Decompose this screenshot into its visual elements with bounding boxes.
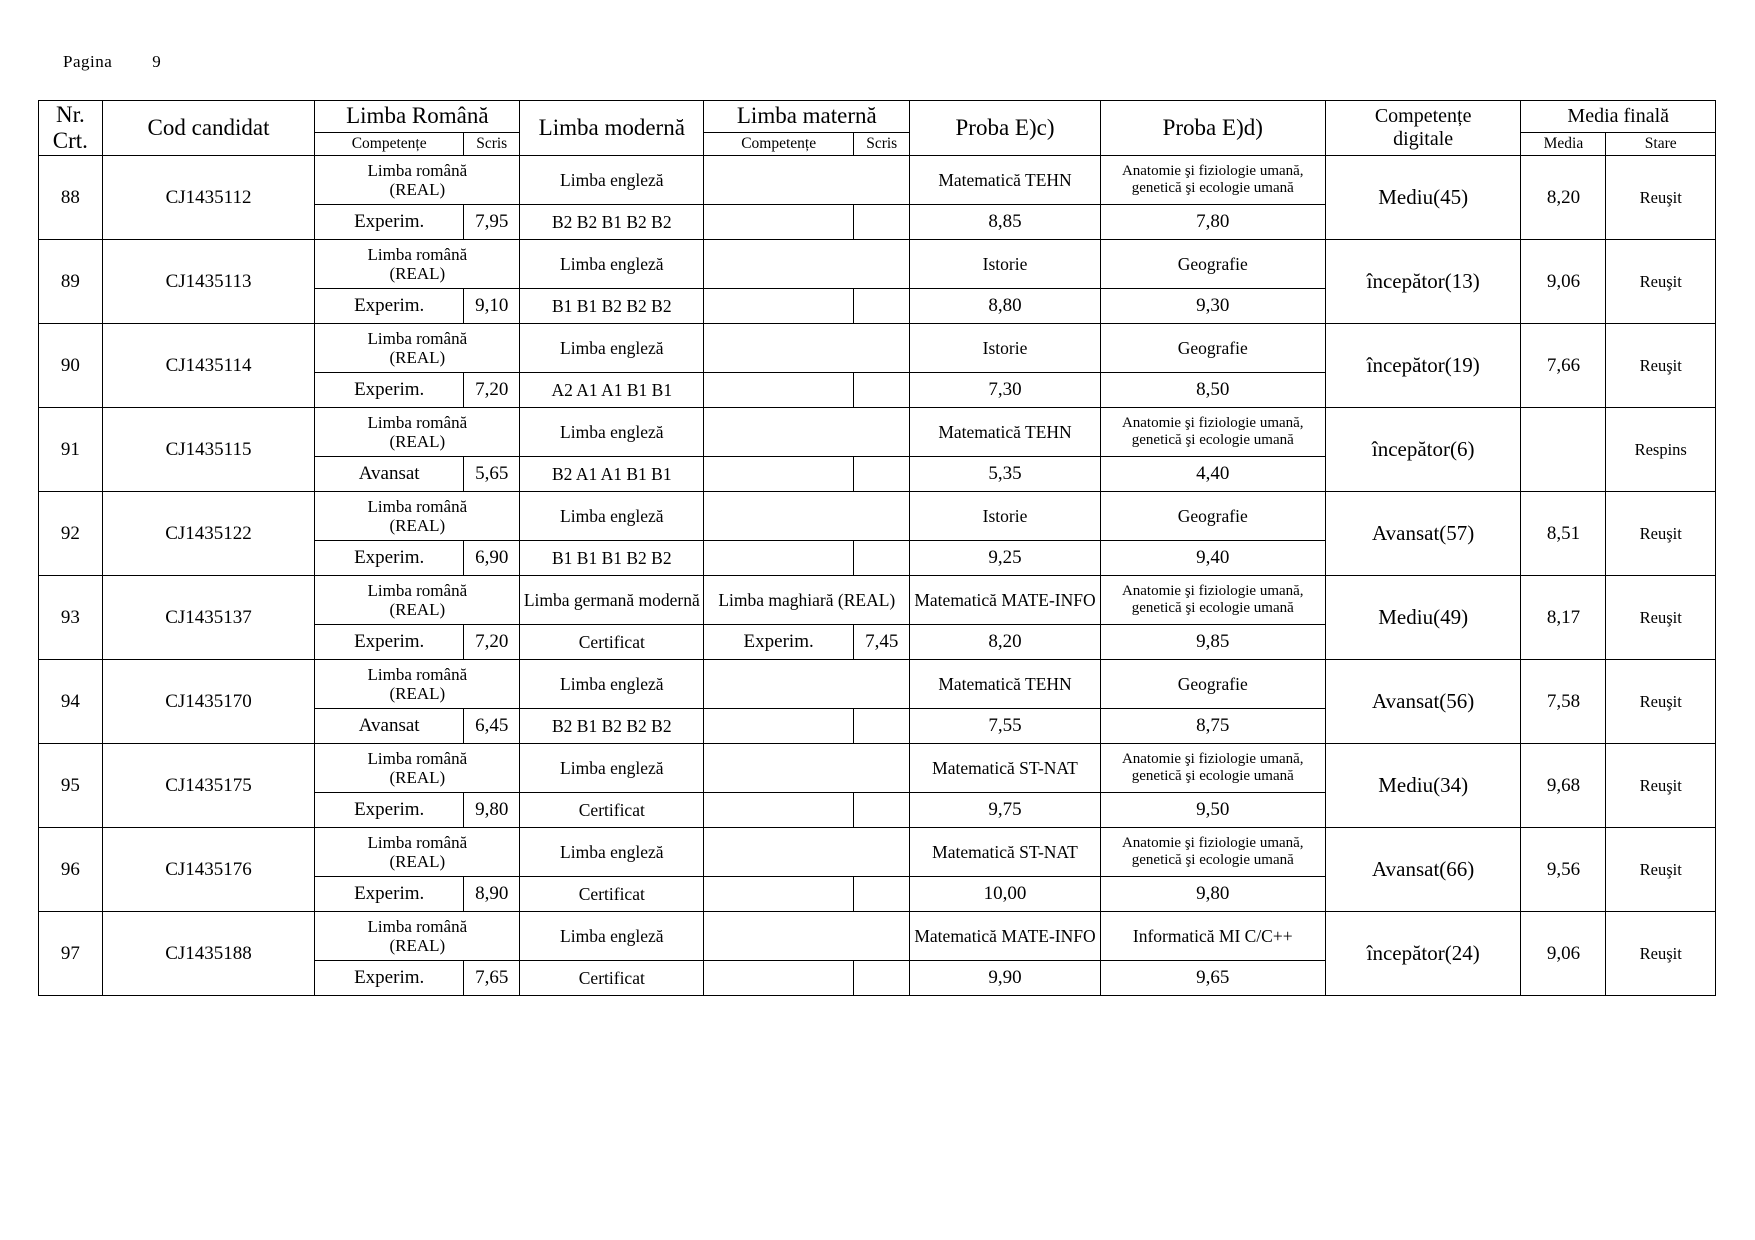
cell-moderna-rezultat: B2 B1 B2 B2 B2 (520, 709, 704, 744)
cell-romana-subject-l2: (REAL) (389, 852, 446, 871)
cell-materna-subject (704, 240, 910, 289)
cell-cod: CJ1435122 (102, 492, 315, 576)
cell-media: 9,56 (1521, 828, 1606, 912)
page-header (63, 52, 161, 72)
cell-ec-subject: Matematică TEHN (910, 660, 1100, 709)
cell-cod: CJ1435175 (102, 744, 315, 828)
table-row (39, 156, 1716, 205)
cell-moderna-rezultat: B2 A1 A1 B1 B1 (520, 457, 704, 492)
cell-romana-nota: 7,20 (464, 625, 520, 660)
cell-nr: 92 (39, 492, 103, 576)
cell-digitale: începător(6) (1325, 408, 1521, 492)
cell-ec-nota: 9,75 (910, 793, 1100, 828)
header-media: Media (1521, 132, 1606, 155)
cell-materna-subject: Limba maghiară (REAL) (704, 576, 910, 625)
cell-media: 7,66 (1521, 324, 1606, 408)
cell-stare: Reuşit (1606, 324, 1716, 408)
cell-moderna-subject: Limba engleză (520, 408, 704, 457)
cell-media: 8,20 (1521, 156, 1606, 240)
cell-ed-subject: Geografie (1100, 240, 1325, 289)
cell-ec-subject: Istorie (910, 324, 1100, 373)
cell-romana-competenta: Experim. (315, 793, 464, 828)
header-competente-digitale-line1: Competențe (1374, 105, 1472, 127)
cell-nr: 89 (39, 240, 103, 324)
cell-digitale: Mediu(49) (1325, 576, 1521, 660)
cell-materna-subject (704, 492, 910, 541)
cell-romana-subject-l2: (REAL) (389, 432, 446, 451)
cell-digitale: Avansat(56) (1325, 660, 1521, 744)
cell-ed-subject: Geografie (1100, 324, 1325, 373)
cell-materna-nota (854, 877, 910, 912)
cell-romana-subject (315, 408, 520, 457)
cell-moderna-rezultat: B1 B1 B2 B2 B2 (520, 289, 704, 324)
cell-moderna-rezultat: A2 A1 A1 B1 B1 (520, 373, 704, 408)
cell-ec-subject: Matematică MATE-INFO (910, 912, 1100, 961)
cell-materna-competenta (704, 709, 854, 744)
header-romana-scris: Scris (464, 132, 520, 155)
cell-romana-subject-l1: Limba română (367, 244, 468, 264)
cell-ec-nota: 10,00 (910, 877, 1100, 912)
cell-media: 8,17 (1521, 576, 1606, 660)
header-media-finala: Media finală (1521, 101, 1716, 133)
cell-ec-nota: 8,80 (910, 289, 1100, 324)
header-nr-crt (39, 101, 103, 156)
cell-materna-subject (704, 156, 910, 205)
cell-moderna-subject: Limba engleză (520, 828, 704, 877)
cell-romana-subject (315, 744, 520, 793)
header-nr-crt-line1: Nr. (56, 102, 85, 127)
header-competente-digitale (1325, 101, 1521, 156)
cell-materna-nota (854, 793, 910, 828)
cell-romana-nota: 9,80 (464, 793, 520, 828)
cell-materna-subject (704, 408, 910, 457)
cell-romana-nota: 7,65 (464, 961, 520, 996)
cell-romana-subject-l2: (REAL) (389, 180, 446, 199)
table-row (39, 576, 1716, 625)
cell-materna-competenta (704, 457, 854, 492)
cell-ed-nota: 4,40 (1100, 457, 1325, 492)
cell-romana-subject-l2: (REAL) (389, 348, 446, 367)
cell-materna-subject (704, 744, 910, 793)
cell-materna-subject (704, 324, 910, 373)
cell-ec-subject: Matematică ST-NAT (910, 828, 1100, 877)
table-head (39, 101, 1716, 156)
cell-ed-subject: Anatomie şi fiziologie umană, genetică şi ecologie umană (1100, 156, 1325, 205)
header-nr-crt-line2: Crt. (52, 128, 88, 153)
cell-moderna-subject: Limba engleză (520, 156, 704, 205)
cell-ed-nota: 9,50 (1100, 793, 1325, 828)
cell-ed-subject: Geografie (1100, 660, 1325, 709)
cell-moderna-rezultat: Certificat (520, 793, 704, 828)
cell-romana-nota: 8,90 (464, 877, 520, 912)
cell-materna-nota (854, 289, 910, 324)
cell-cod: CJ1435170 (102, 660, 315, 744)
cell-digitale: începător(19) (1325, 324, 1521, 408)
cell-ec-nota: 9,25 (910, 541, 1100, 576)
cell-romana-nota: 7,95 (464, 205, 520, 240)
cell-materna-competenta (704, 205, 854, 240)
table-row (39, 492, 1716, 541)
cell-romana-subject-l2: (REAL) (389, 600, 446, 619)
cell-romana-competenta: Experim. (315, 205, 464, 240)
cell-ec-subject: Matematică TEHN (910, 156, 1100, 205)
cell-romana-nota: 6,90 (464, 541, 520, 576)
cell-materna-competenta (704, 373, 854, 408)
cell-ed-subject: Informatică MI C/C++ (1100, 912, 1325, 961)
cell-cod: CJ1435114 (102, 324, 315, 408)
cell-romana-nota: 6,45 (464, 709, 520, 744)
cell-romana-competenta: Experim. (315, 877, 464, 912)
cell-stare: Reuşit (1606, 912, 1716, 996)
cell-romana-subject-l1: Limba română (367, 412, 468, 432)
cell-moderna-subject: Limba engleză (520, 912, 704, 961)
cell-nr: 93 (39, 576, 103, 660)
cell-moderna-rezultat: Certificat (520, 877, 704, 912)
cell-romana-subject-l2: (REAL) (389, 264, 446, 283)
cell-ec-nota: 7,55 (910, 709, 1100, 744)
cell-materna-nota (854, 709, 910, 744)
header-stare: Stare (1606, 132, 1716, 155)
cell-materna-nota: 7,45 (854, 625, 910, 660)
cell-romana-subject-l1: Limba română (367, 916, 468, 936)
cell-materna-competenta (704, 793, 854, 828)
cell-romana-subject (315, 828, 520, 877)
header-materna-competente: Competențe (704, 132, 854, 155)
cell-nr: 88 (39, 156, 103, 240)
cell-ec-subject: Matematică ST-NAT (910, 744, 1100, 793)
cell-moderna-rezultat: Certificat (520, 625, 704, 660)
cell-media: 7,58 (1521, 660, 1606, 744)
header-romana-competente: Competențe (315, 132, 464, 155)
cell-digitale: Mediu(45) (1325, 156, 1521, 240)
cell-media: 8,51 (1521, 492, 1606, 576)
cell-ec-subject: Istorie (910, 492, 1100, 541)
cell-romana-competenta: Experim. (315, 541, 464, 576)
cell-moderna-subject: Limba engleză (520, 660, 704, 709)
cell-materna-competenta (704, 877, 854, 912)
cell-ed-nota: 9,80 (1100, 877, 1325, 912)
cell-ed-subject: Anatomie şi fiziologie umană, genetică şi ecologie umană (1100, 576, 1325, 625)
cell-nr: 94 (39, 660, 103, 744)
cell-moderna-subject: Limba engleză (520, 492, 704, 541)
header-limba-materna: Limba maternă (704, 101, 910, 133)
cell-cod: CJ1435137 (102, 576, 315, 660)
table-row (39, 828, 1716, 877)
cell-nr: 97 (39, 912, 103, 996)
cell-materna-competenta (704, 289, 854, 324)
cell-romana-subject (315, 240, 520, 289)
cell-ec-subject: Matematică MATE-INFO (910, 576, 1100, 625)
cell-nr: 91 (39, 408, 103, 492)
cell-romana-nota: 5,65 (464, 457, 520, 492)
cell-ec-nota: 7,30 (910, 373, 1100, 408)
cell-moderna-subject: Limba engleză (520, 324, 704, 373)
cell-materna-competenta: Experim. (704, 625, 854, 660)
cell-romana-subject-l1: Limba română (367, 328, 468, 348)
table-row (39, 660, 1716, 709)
table-body (39, 156, 1716, 996)
cell-ed-nota: 9,30 (1100, 289, 1325, 324)
cell-ed-nota: 8,75 (1100, 709, 1325, 744)
cell-romana-subject-l2: (REAL) (389, 768, 446, 787)
cell-moderna-rezultat: B2 B2 B1 B2 B2 (520, 205, 704, 240)
cell-ec-nota: 5,35 (910, 457, 1100, 492)
cell-ed-nota: 9,85 (1100, 625, 1325, 660)
cell-materna-subject (704, 828, 910, 877)
page-label: Pagina (63, 52, 113, 71)
cell-romana-subject-l1: Limba română (367, 496, 468, 516)
header-competente-digitale-line2: digitale (1393, 128, 1454, 150)
cell-moderna-rezultat: Certificat (520, 961, 704, 996)
cell-media: 9,06 (1521, 912, 1606, 996)
cell-stare: Reuşit (1606, 660, 1716, 744)
cell-romana-competenta: Avansat (315, 709, 464, 744)
cell-moderna-subject: Limba engleză (520, 744, 704, 793)
cell-romana-competenta: Experim. (315, 625, 464, 660)
cell-romana-subject (315, 660, 520, 709)
header-proba-ec: Proba E)c) (910, 101, 1100, 156)
cell-moderna-rezultat: B1 B1 B1 B2 B2 (520, 541, 704, 576)
table-row (39, 912, 1716, 961)
cell-ed-nota: 7,80 (1100, 205, 1325, 240)
cell-digitale: începător(13) (1325, 240, 1521, 324)
cell-romana-competenta: Experim. (315, 373, 464, 408)
cell-romana-subject (315, 576, 520, 625)
cell-digitale: Avansat(57) (1325, 492, 1521, 576)
cell-stare: Respins (1606, 408, 1716, 492)
cell-romana-subject-l2: (REAL) (389, 516, 446, 535)
cell-romana-competenta: Avansat (315, 457, 464, 492)
cell-stare: Reuşit (1606, 240, 1716, 324)
cell-stare: Reuşit (1606, 156, 1716, 240)
cell-ec-nota: 8,85 (910, 205, 1100, 240)
cell-romana-subject-l1: Limba română (367, 748, 468, 768)
cell-romana-subject (315, 156, 520, 205)
cell-nr: 95 (39, 744, 103, 828)
cell-materna-nota (854, 961, 910, 996)
cell-stare: Reuşit (1606, 576, 1716, 660)
table-row (39, 240, 1716, 289)
cell-materna-competenta (704, 961, 854, 996)
cell-nr: 96 (39, 828, 103, 912)
header-limba-moderna: Limba modernă (520, 101, 704, 156)
cell-stare: Reuşit (1606, 828, 1716, 912)
cell-moderna-subject: Limba engleză (520, 240, 704, 289)
cell-media: 9,06 (1521, 240, 1606, 324)
page-number: 9 (152, 52, 162, 71)
cell-ed-subject: Anatomie şi fiziologie umană, genetică şi ecologie umană (1100, 744, 1325, 793)
cell-romana-subject-l1: Limba română (367, 580, 468, 600)
cell-stare: Reuşit (1606, 492, 1716, 576)
cell-cod: CJ1435115 (102, 408, 315, 492)
cell-digitale: Mediu(34) (1325, 744, 1521, 828)
cell-materna-subject (704, 912, 910, 961)
cell-ec-nota: 9,90 (910, 961, 1100, 996)
cell-cod: CJ1435112 (102, 156, 315, 240)
cell-romana-subject-l2: (REAL) (389, 936, 446, 955)
cell-romana-subject-l1: Limba română (367, 664, 468, 684)
table-row (39, 408, 1716, 457)
cell-romana-subject-l1: Limba română (367, 160, 468, 180)
cell-romana-subject (315, 324, 520, 373)
cell-ed-nota: 9,40 (1100, 541, 1325, 576)
header-row-1 (39, 101, 1716, 133)
cell-materna-nota (854, 541, 910, 576)
table-row (39, 744, 1716, 793)
cell-nr: 90 (39, 324, 103, 408)
cell-romana-subject-l2: (REAL) (389, 684, 446, 703)
cell-romana-subject (315, 492, 520, 541)
header-proba-ed: Proba E)d) (1100, 101, 1325, 156)
cell-media (1521, 408, 1606, 492)
cell-stare: Reuşit (1606, 744, 1716, 828)
cell-romana-competenta: Experim. (315, 289, 464, 324)
cell-romana-subject (315, 912, 520, 961)
header-cod-candidat: Cod candidat (102, 101, 315, 156)
cell-ed-subject: Anatomie şi fiziologie umană, genetică şi ecologie umană (1100, 828, 1325, 877)
cell-ed-subject: Geografie (1100, 492, 1325, 541)
cell-ec-subject: Matematică TEHN (910, 408, 1100, 457)
header-materna-scris: Scris (854, 132, 910, 155)
table-row (39, 324, 1716, 373)
cell-materna-nota (854, 457, 910, 492)
cell-ed-subject: Anatomie şi fiziologie umană, genetică şi ecologie umană (1100, 408, 1325, 457)
cell-materna-nota (854, 373, 910, 408)
cell-ec-subject: Istorie (910, 240, 1100, 289)
cell-materna-subject (704, 660, 910, 709)
cell-romana-subject-l1: Limba română (367, 832, 468, 852)
cell-ed-nota: 9,65 (1100, 961, 1325, 996)
cell-romana-competenta: Experim. (315, 961, 464, 996)
cell-digitale: Avansat(66) (1325, 828, 1521, 912)
cell-ec-nota: 8,20 (910, 625, 1100, 660)
cell-ed-nota: 8,50 (1100, 373, 1325, 408)
results-table (38, 100, 1716, 996)
cell-romana-nota: 7,20 (464, 373, 520, 408)
cell-materna-nota (854, 205, 910, 240)
cell-romana-nota: 9,10 (464, 289, 520, 324)
header-limba-romana: Limba Română (315, 101, 520, 133)
cell-media: 9,68 (1521, 744, 1606, 828)
cell-cod: CJ1435188 (102, 912, 315, 996)
cell-cod: CJ1435113 (102, 240, 315, 324)
cell-digitale: începător(24) (1325, 912, 1521, 996)
cell-materna-competenta (704, 541, 854, 576)
cell-cod: CJ1435176 (102, 828, 315, 912)
cell-moderna-subject: Limba germană modernă (520, 576, 704, 625)
